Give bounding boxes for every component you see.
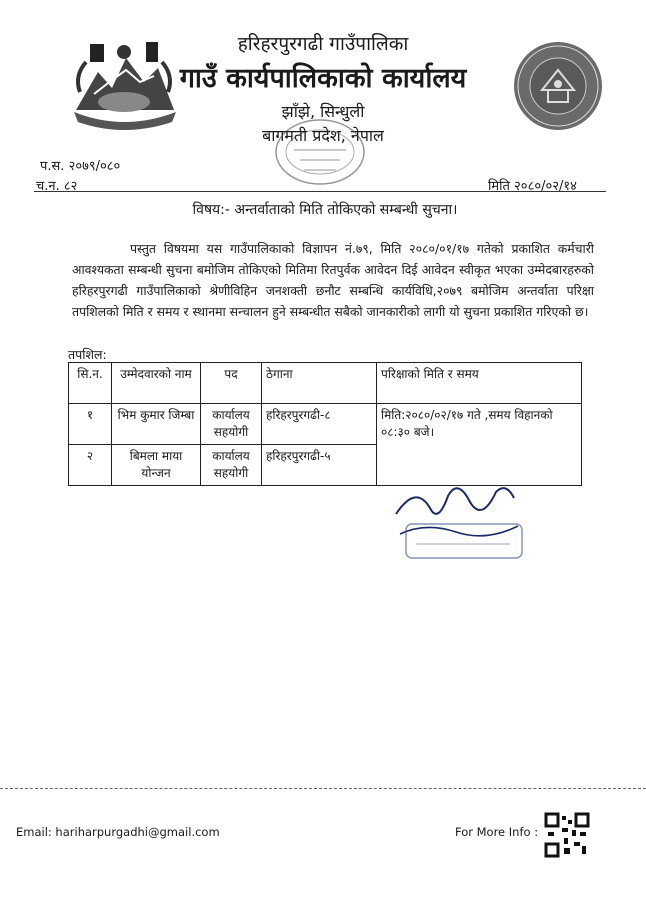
header-address: ठेगाना [262, 363, 377, 404]
municipality-seal-icon [512, 40, 604, 132]
subject-line: विषय:- अन्तर्वाताको मिति तोकिएको सम्बन्धी सुचना। [192, 202, 458, 218]
footer-divider [0, 788, 646, 789]
signature-icon [386, 474, 532, 566]
footer-email: Email: hariharpurgadhi@gmail.com [16, 825, 220, 839]
notice-body: पस्तुत विषयमा यस गाउँपालिकाको विज्ञापन नं.७९, मिति २०८०/०१/१७ गतेको प्रकाशित कर्मचारी आवश्यकता सम्बन्धी सुचना बमोजिम तोकिएको मितिमा रितपुर्वक आवेदन दिई आवेदन स्वीकृत भएका उम्मेदबारहरुको हरिहरपुरगढी गाउँपालिकाको श्रेणीविहिन जनशक्ती छनौट सम्बन्धि कार्यविधि,२०७९ बमोजिम अन्तर्वाता परिक्षा तपशिलको मिति र समय र स्थानमा सन्चालन हुने सम्बन्धीत सबैको जानकारीको लागी यो सुचना प्रकाशित गरिएको छ। [72, 241, 594, 319]
office-title: गाउँ कार्यपालिकाको कार्यालय [179, 63, 467, 94]
row-address: हरिहरपुरगढी-८ [262, 404, 377, 445]
table-header-row [69, 363, 582, 404]
municipality-name: हरिहरपुरगढी गाउँपालिका [237, 33, 409, 55]
header-exam-time: परिक्षाको मिति र समय [377, 363, 582, 404]
row-sn: १ [69, 404, 112, 445]
row-sn: २ [69, 445, 112, 486]
table-row [69, 404, 582, 445]
office-stamp-icon [270, 110, 370, 194]
header-divider [34, 191, 606, 192]
exam-time-cell: मिति:२०८०/०२/१७ गते ,समय विहानको ०८:३० बजे। [377, 404, 582, 486]
header-post: पद [201, 363, 262, 404]
dispatch-number: च.न. ८२ [36, 179, 78, 194]
reference-number: प.स. २०७९/०८० [40, 159, 121, 174]
footer-more-info: For More Info : [455, 825, 539, 839]
row-name: भिम कुमार जिम्बा [112, 404, 201, 445]
row-post: कार्यालय सहयोगी [201, 445, 262, 486]
details-label: तपशिल: [68, 347, 107, 362]
qr-code-icon[interactable] [544, 812, 590, 858]
letter-date: मिति २०८०/०२/१४ [488, 179, 577, 194]
office-province: बागमती प्रदेश, नेपाल [262, 126, 384, 145]
candidate-table [68, 362, 582, 486]
header-sn: सि.न. [69, 363, 112, 404]
row-name: बिमला माया योन्जन [112, 445, 201, 486]
row-post: कार्यालय सहयोगी [201, 404, 262, 445]
office-district: झाँझे, सिन्धुली [281, 102, 365, 121]
row-address: हरिहरपुरगढी-५ [262, 445, 377, 486]
header-name: उम्मेदवारको नाम [112, 363, 201, 404]
